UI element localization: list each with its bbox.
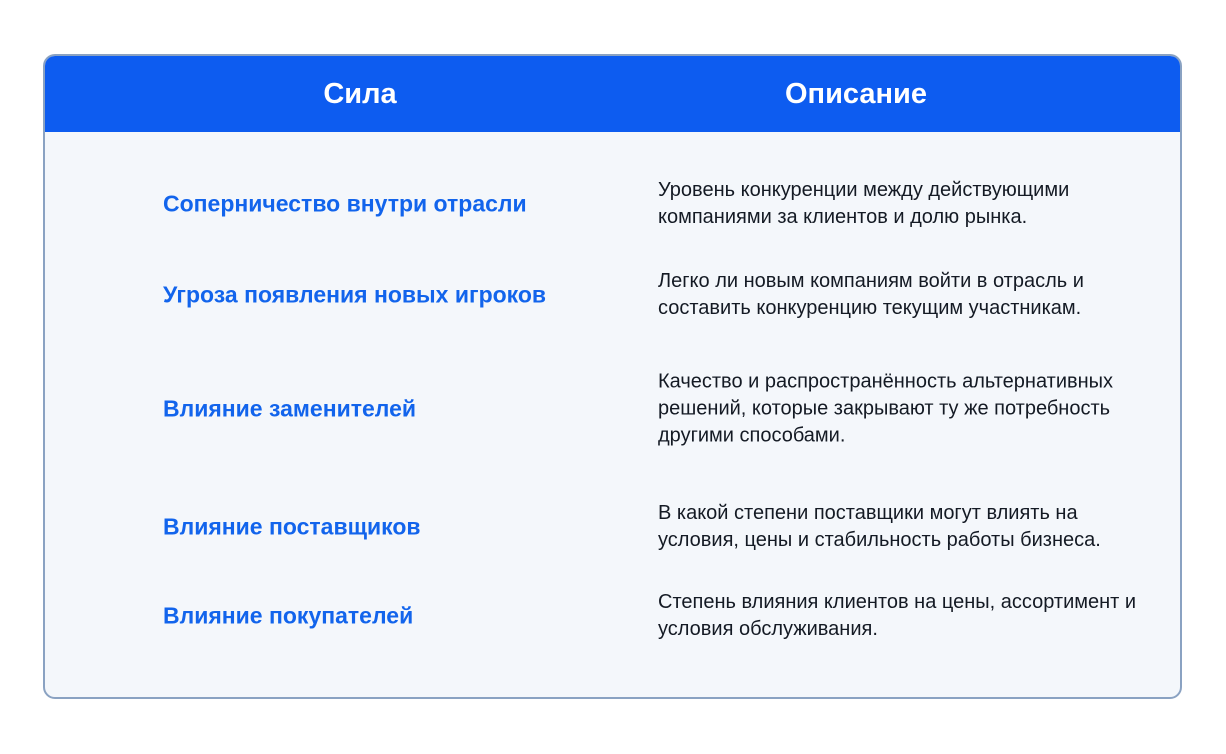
force-description: В какой степени поставщики могут влиять на условия, цены и стабильность работы бизнеса. xyxy=(658,502,1101,551)
table-row xyxy=(45,486,1180,568)
force-description: Легко ли новым компаниям войти в отрасль и составить конкуренцию текущим участникам. xyxy=(658,270,1084,319)
table-row xyxy=(45,354,1180,464)
column-header-description: Описание xyxy=(785,78,927,110)
table-header xyxy=(45,56,1180,132)
force-name: Угроза появления новых игроков xyxy=(163,281,547,308)
force-name: Влияние покупателей xyxy=(163,602,414,629)
table-row xyxy=(45,164,1180,244)
force-name: Влияние заменителей xyxy=(163,395,417,422)
force-name: Влияние поставщиков xyxy=(163,513,421,540)
porter-forces-table xyxy=(43,54,1182,699)
table-row xyxy=(45,589,1180,643)
table-row xyxy=(45,254,1180,336)
force-description: Качество и распространённость альтернативных решений, которые закрывают ту же потребность другими способами. xyxy=(658,370,1114,447)
column-header-force: Сила xyxy=(323,78,397,110)
force-description: Степень влияния клиентов на цены, ассортимент и условия обслуживания. xyxy=(658,591,1137,640)
force-description: Уровень конкуренции между действующими компаниями за клиентов и долю рынка. xyxy=(658,179,1070,228)
force-name: Соперничество внутри отрасли xyxy=(163,190,527,217)
